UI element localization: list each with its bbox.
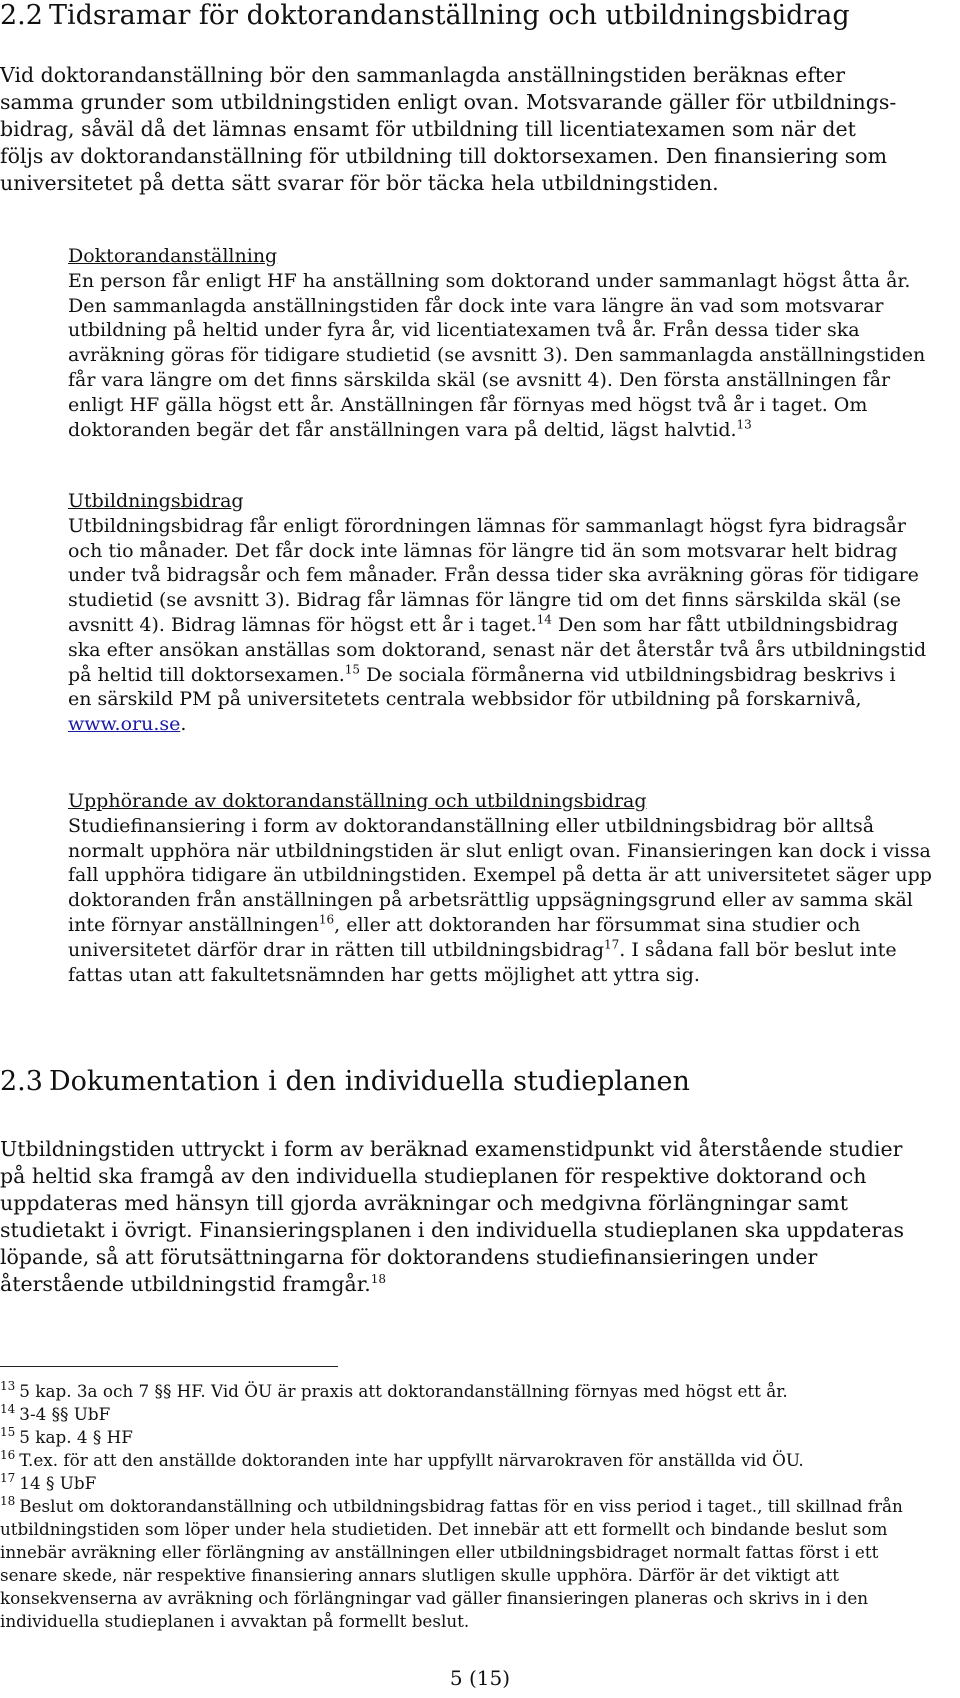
footnote-ref-14[interactable]: 14 (536, 612, 552, 627)
footnote-13: $^{13}$ 5 kap. 3a och 7 §§ HF. Vid ÖU är praxis att doktorandanställning förnyas med högst ett år. (0, 1379, 788, 1401)
subheading-upphorande: Upphörande av doktorandanställning och utbildningsbidrag (68, 790, 647, 812)
page-number: 5 (15) (449, 1666, 511, 1690)
section-heading-2-2: 2.2 Tidsramar för doktorandanställning och utbildningsbidrag (0, 0, 850, 31)
subheading-utbildningsbidrag: Utbildningsbidrag (68, 490, 244, 512)
footnote-14: $^{14}$ 3-4 §§ UbF (0, 1402, 111, 1424)
doktorandanstallning-block: Doktorandanställning En person får enligt HF ha anställning som doktorand under sammanlagt högst åtta år. Den sammanlagda anställningstiden får dock inte vara längre än vad som motsvarar utbildning på heltid under fyra år, vid licentiatexamen två år. Från dessa tider ska avräkning göras för tidigare studietid (se avsnitt 3). Den sammanlagda anställningstiden får vara längre om det finns särskilda skäl (se avsnitt 4). Den första anställningen får enligt HF gälla högst ett år. Anställningen får förnyas med högst två år i taget. Om doktoranden begär det får anställningen vara på deltid, lägst halvtid.$^{13}$ (68, 245, 926, 441)
footnotes (0, 1380, 960, 1633)
upphorande-block: Upphörande av doktorandanställning och utbildningsbidrag Studiefinansiering i form av doktorandanställning eller utbildningsbidrag bör alltså normalt upphöra när utbildningstiden är slut enligt ovan. Finansieringen kan dock i vissa fall upphöra tidigare än utbildningstiden. Exempel på detta är att universitetet säger upp doktoranden från anställningen på arbetsrättlig uppsägningsgrund eller av samma skäl inte förnyar anställningen$^{16}$, eller att doktoranden har försummat sina studier och universitetet därför drar in rätten till utbildningsbidrag$^{17}$. I sådana fall bör beslut inte fattas utan att fakultetsnämnden har getts möjlighet att yttra sig. (68, 790, 932, 986)
footnote-17: $^{17}$ 14 § UbF (0, 1471, 97, 1493)
subheading-doktorandanstallning: Doktorandanställning (68, 245, 278, 267)
footnote-ref-13[interactable]: 13 (736, 417, 752, 432)
footnote-ref-17[interactable]: 17 (603, 937, 620, 952)
utbildningsbidrag-block: Utbildningsbidrag Utbildningsbidrag får enligt förordningen lämnas för sammanlagt högst fyra bidragsår och tio månader. Det får dock inte lämnas för längre tid än som motsvarar helt bidrag under två bidragsår och fem månader. Från dessa tider ska avräkning göras för tidigare studietid (se avsnitt 3). Bidrag får lämnas för längre tid om det finns särskilda skäl (se avsnitt 4). Bidrag lämnas för högst ett år i taget.$^{14}$ Den som har fått utbildningsbidrag ska efter ansökan anställas som doktorand, senast när det återstår två års utbildningstid på heltid till doktorsexamen.$^{15}$ De sociala förmånerna vid utbildningsbidrag beskrivs i en särskild PM på universitetets centrala webbsidor för utbildning på forskarnivå, www.oru.se. (68, 490, 927, 736)
section-2-3-body: Utbildningstiden uttryckt i form av beräknad examenstidpunkt vid återstående studier på heltid ska framgå av den individuella studieplanen för respektive doktorand och uppdateras med hänsyn till gjorda avräkningar och medgivna förlängningar samt studietakt i övrigt. Finansieringsplanen i den individuella studieplanen ska uppdateras löpande, så att förutsättningarna för doktorandens studiefinansieringen under återstående utbildningstid framgår.$^{18}$ (0, 1137, 904, 1296)
footnote-18: $^{18}$ Beslut om doktorandanställning och utbildningsbidrag fattas för en viss period i taget., till skillnad från utbildningstiden som löper under hela studietiden. Det innebär att ett formellt och bindande beslut som innebär avräkning eller förlängning av anställningen eller utbildningsbidraget normalt fattas först i ett senare skede, när respektive finansiering annars slutligen skulle upphöra. Därför är det viktigt att konsekvenserna av avräkning och förlängningar vad gäller finansieringen planeras och skrivs in i den individuella studieplanen i avvaktan på formellt beslut. (0, 1494, 903, 1631)
oru-link[interactable]: www.oru.se (68, 713, 181, 736)
footnote-ref-16[interactable]: 16 (318, 912, 335, 927)
footnote-ref-18[interactable]: 18 (370, 1272, 387, 1287)
footnote-15: $^{15}$ 5 kap. 4 § HF (0, 1425, 133, 1447)
section-heading-2-3: 2.3 Dokumentation i den individuella studieplanen (0, 1066, 690, 1097)
footnote-ref-15[interactable]: 15 (344, 662, 361, 677)
footnote-divider (0, 1366, 338, 1367)
footnote-16: $^{16}$ T.ex. för att den anställde doktoranden inte har uppfyllt närvarokraven för anställda vid ÖU. (0, 1448, 804, 1470)
section-2-2-intro: Vid doktorandanställning bör den sammanlagda anställningstiden beräknas efter samma grunder som utbildningstiden enligt ovan. Motsvarande gäller för utbildnings- bidrag, såväl då det lämnas ensamt för utbildning till licentiatexamen som när det följs av doktorandanställning för utbildning till doktorsexamen. Den finansiering som universitetet på detta sätt svarar för bör täcka hela utbildningstiden. (0, 63, 897, 195)
